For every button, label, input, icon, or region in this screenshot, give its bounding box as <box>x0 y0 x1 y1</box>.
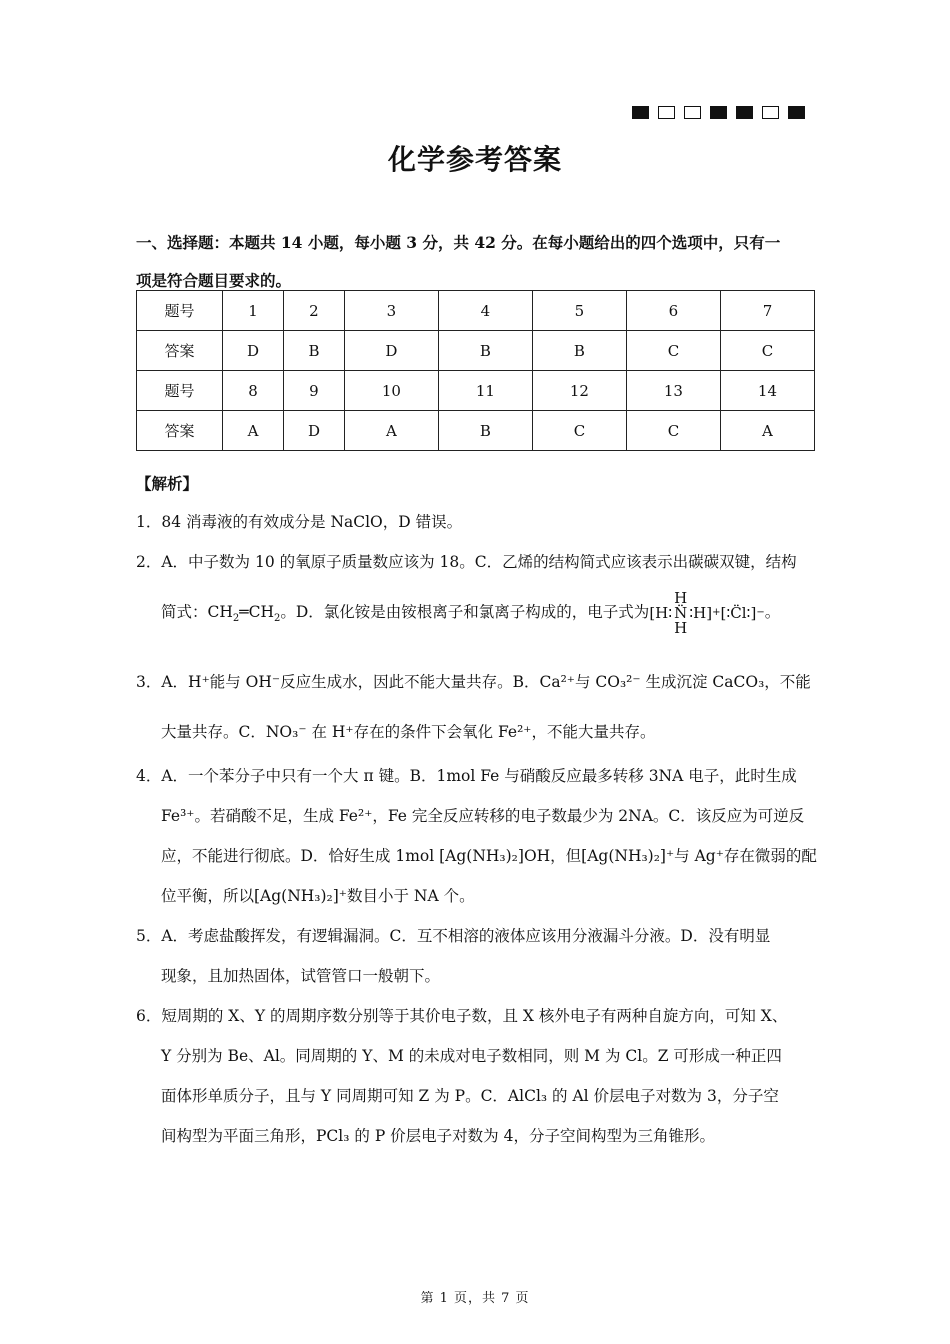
section-heading <box>136 224 816 300</box>
header-mark <box>710 106 727 119</box>
table-cell: 6 <box>626 291 720 331</box>
table-row <box>137 291 815 331</box>
table-cell: 7 <box>720 291 814 331</box>
analysis-line: 6．短周期的 X、Y 的周期序数分别等于其价电子数，且 X 核外电子有两种自旋方向，可知 X、 <box>136 1007 788 1025</box>
table-row <box>137 371 815 411</box>
table-cell: B <box>532 331 626 371</box>
analysis-item-5 <box>136 916 816 996</box>
analysis-item-6 <box>136 996 816 1156</box>
table-cell: 11 <box>438 371 532 411</box>
analysis-heading: 【解析】 <box>136 474 199 493</box>
analysis-item-1 <box>136 502 816 542</box>
analysis-line: 大量共存。C．NO₃⁻ 在 H⁺存在的条件下会氧化 Fe²⁺，不能大量共存。 <box>161 723 656 741</box>
row-label: 答案 <box>137 411 223 451</box>
analysis-text: 简式： <box>161 603 208 621</box>
table-cell: D <box>344 331 438 371</box>
table-cell: A <box>720 411 814 451</box>
table-cell: A <box>344 411 438 451</box>
analysis-line: 间构型为平面三角形，PCl₃ 的 P 价层电子对数为 4，分子空间构型为三角锥形。 <box>161 1127 715 1145</box>
table-cell: C <box>720 331 814 371</box>
table-cell: 2 <box>283 291 344 331</box>
table-cell: C <box>626 331 720 371</box>
analysis-line: 位平衡，所以[Ag(NH₃)₂]⁺数目小于 NA 个。 <box>161 887 475 905</box>
table-cell: 9 <box>283 371 344 411</box>
table-cell: 12 <box>532 371 626 411</box>
page-footer: 第 1 页，共 7 页 <box>420 1291 530 1306</box>
header-mark <box>632 106 649 119</box>
table-cell: D <box>223 331 284 371</box>
section-heading-line: 一、选择题：本题共 14 小题，每小题 3 分，共 42 分。在每小题给出的四个选项中，只有一 <box>136 233 781 252</box>
table-cell: C <box>532 411 626 451</box>
table-cell: B <box>438 411 532 451</box>
table-cell: 13 <box>626 371 720 411</box>
analysis-text: 。D．氯化铵是由铵根离子和氯离子构成的，电子式为 <box>280 603 650 621</box>
analysis-line: 1．84 消毒液的有效成分是 NaClO，D 错误。 <box>136 513 463 531</box>
table-cell: 3 <box>344 291 438 331</box>
section-heading-line: 项是符合题目要求的。 <box>136 271 292 290</box>
table-cell: B <box>283 331 344 371</box>
table-cell: 8 <box>223 371 284 411</box>
table-cell: 4 <box>438 291 532 331</box>
header-mark <box>658 106 675 119</box>
analysis-line: 面体形单质分子，且与 Y 同周期可知 Z 为 P。C．AlCl₃ 的 Al 价层电子对数为 3，分子空 <box>161 1087 779 1105</box>
analysis-line: 应，不能进行彻底。D．恰好生成 1mol [Ag(NH₃)₂]OH，但[Ag(NH₃)₂]⁺与 Ag⁺存在微弱的配 <box>161 847 817 865</box>
analysis-line: 5．A．考虑盐酸挥发，有逻辑漏洞。C．互不相溶的液体应该用分液漏斗分液。D．没有明显 <box>136 927 771 945</box>
header-mark <box>684 106 701 119</box>
answer-table <box>136 290 815 451</box>
analysis-line: 2．A．中子数为 10 的氧原子质量数应该为 18。C．乙烯的结构简式应该表示出碳碳双键，结构 <box>136 553 797 571</box>
table-cell: B <box>438 331 532 371</box>
lewis-n-column: H N̈ H <box>674 588 688 637</box>
analysis-line: 4．A．一个苯分子中只有一个大 π 键。B．1mol Fe 与硝酸反应最多转移 3NA 电子，此时生成 <box>136 767 797 785</box>
analysis-item-2 <box>136 542 816 641</box>
header-mark <box>762 106 779 119</box>
table-cell: 14 <box>720 371 814 411</box>
table-cell: A <box>223 411 284 451</box>
header-mark <box>788 106 805 119</box>
table-cell: C <box>626 411 720 451</box>
header-mark <box>736 106 753 119</box>
ethylene-formula: $CH_2═CH_2$ <box>207 603 281 625</box>
analysis-item-3 <box>136 662 816 752</box>
table-cell: 1 <box>223 291 284 331</box>
table-row <box>137 411 815 451</box>
row-label: 答案 <box>137 331 223 371</box>
page-title: 化学参考答案 <box>387 143 562 176</box>
row-label: 题号 <box>137 291 223 331</box>
table-cell: D <box>283 411 344 451</box>
table-row <box>137 331 815 371</box>
table-cell: 10 <box>344 371 438 411</box>
analysis-line: 现象，且加热固体，试管管口一般朝下。 <box>161 967 441 985</box>
analysis-line: 3．A．H⁺能与 OH⁻反应生成水，因此不能大量共存。B．Ca²⁺与 CO₃²⁻ 生成沉淀 CaCO₃，不能 <box>136 673 811 691</box>
table-cell: 5 <box>532 291 626 331</box>
analysis-line: 简式：$CH_2═CH_2$。D．氯化铵是由铵根离子和氯离子构成的，电子式为[H∶ H N̈ H ∶H] + [∶C̈l∶] − 。 <box>136 584 816 641</box>
header-marks <box>632 106 805 119</box>
analysis-line: Fe³⁺。若硝酸不足，生成 Fe²⁺，Fe 完全反应转移的电子数最少为 2NA。C．该反应为可逆反 <box>161 807 805 825</box>
analysis-line: Y 分别为 Be、Al。同周期的 Y、M 的未成对电子数相同，则 M 为 Cl。Z 可形成一种正四 <box>161 1047 782 1065</box>
lewis-structure: [H∶ H N̈ H ∶H] + [∶C̈l∶] − <box>649 588 765 637</box>
analysis-item-4 <box>136 756 816 916</box>
row-label: 题号 <box>137 371 223 411</box>
